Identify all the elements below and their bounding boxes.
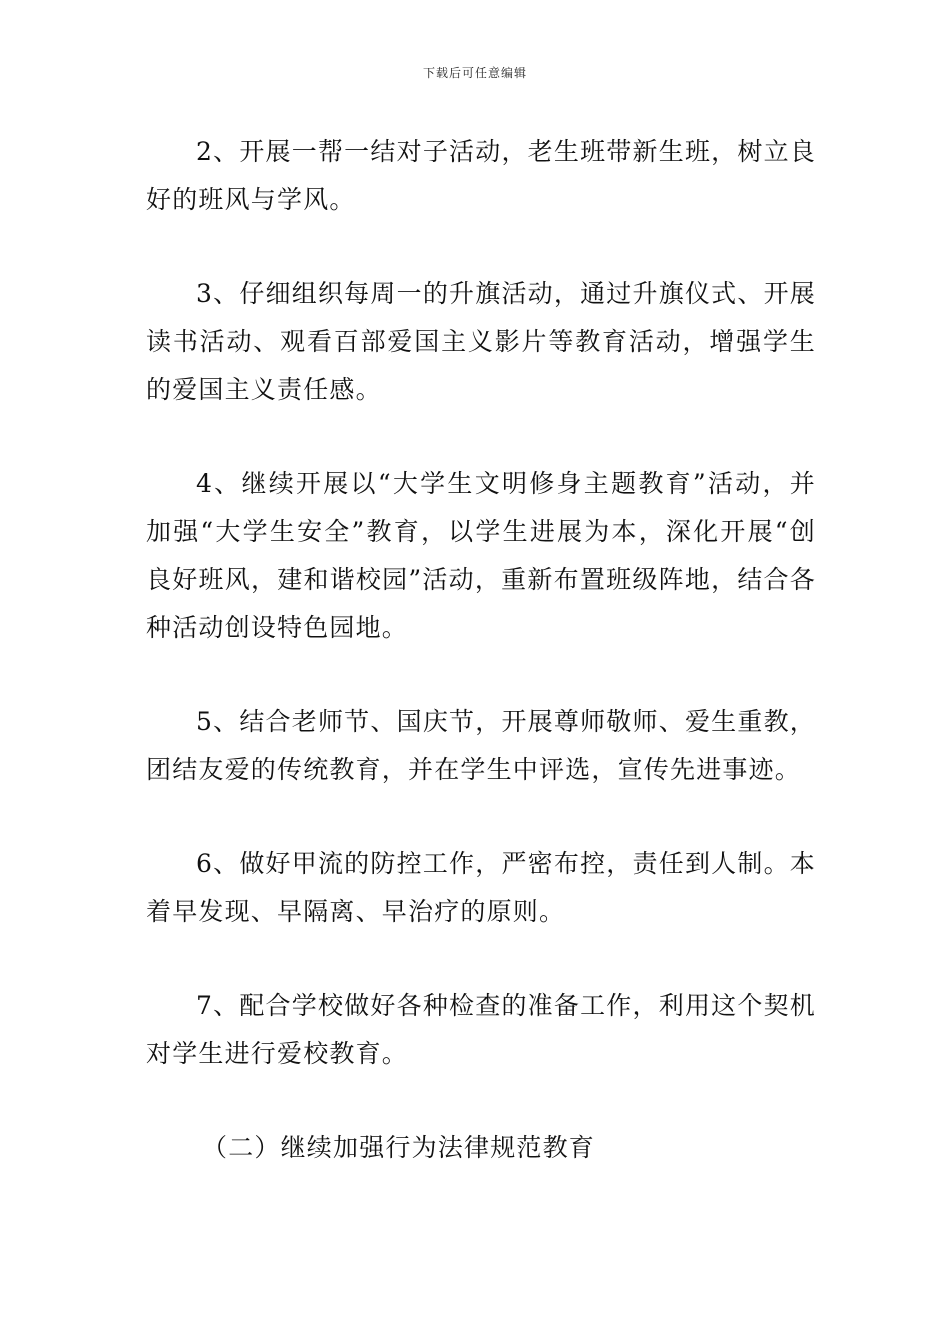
paragraph-item-6: 6、做好甲流的防控工作，严密布控，责任到人制。本着早发现、早隔离、早治疗的原则。 (146, 849, 816, 926)
paragraph-item-5: 5、结合老师节、国庆节，开展尊师敬师、爱生重教，团结友爱的传统教育，并在学生中评选，宣传先进事迹。 (146, 707, 816, 784)
section-heading: （二）继续加强行为法律规范教育 (202, 1133, 596, 1162)
paragraph-item-3: 3、仔细组织每周一的升旗活动，通过升旗仪式、开展读书活动、观看百部爱国主义影片等教育活动，增强学生的爱国主义责任感。 (146, 279, 816, 404)
document-body (146, 128, 816, 1218)
paragraph-item-4: 4、继续开展以“大学生文明修身主题教育”活动，并加强“大学生安全”教育，以学生进展为本，深化开展“创良好班风，建和谐校园”活动，重新布置班级阵地，结合各种活动创设特色园地。 (146, 469, 816, 642)
paragraph-item-7: 7、配合学校做好各种检查的准备工作，利用这个契机对学生进行爱校教育。 (146, 991, 816, 1068)
paragraph-item-2: 2、开展一帮一结对子活动，老生班带新生班，树立良好的班风与学风。 (146, 137, 816, 214)
page-header: 下载后可任意编辑 (422, 66, 527, 80)
